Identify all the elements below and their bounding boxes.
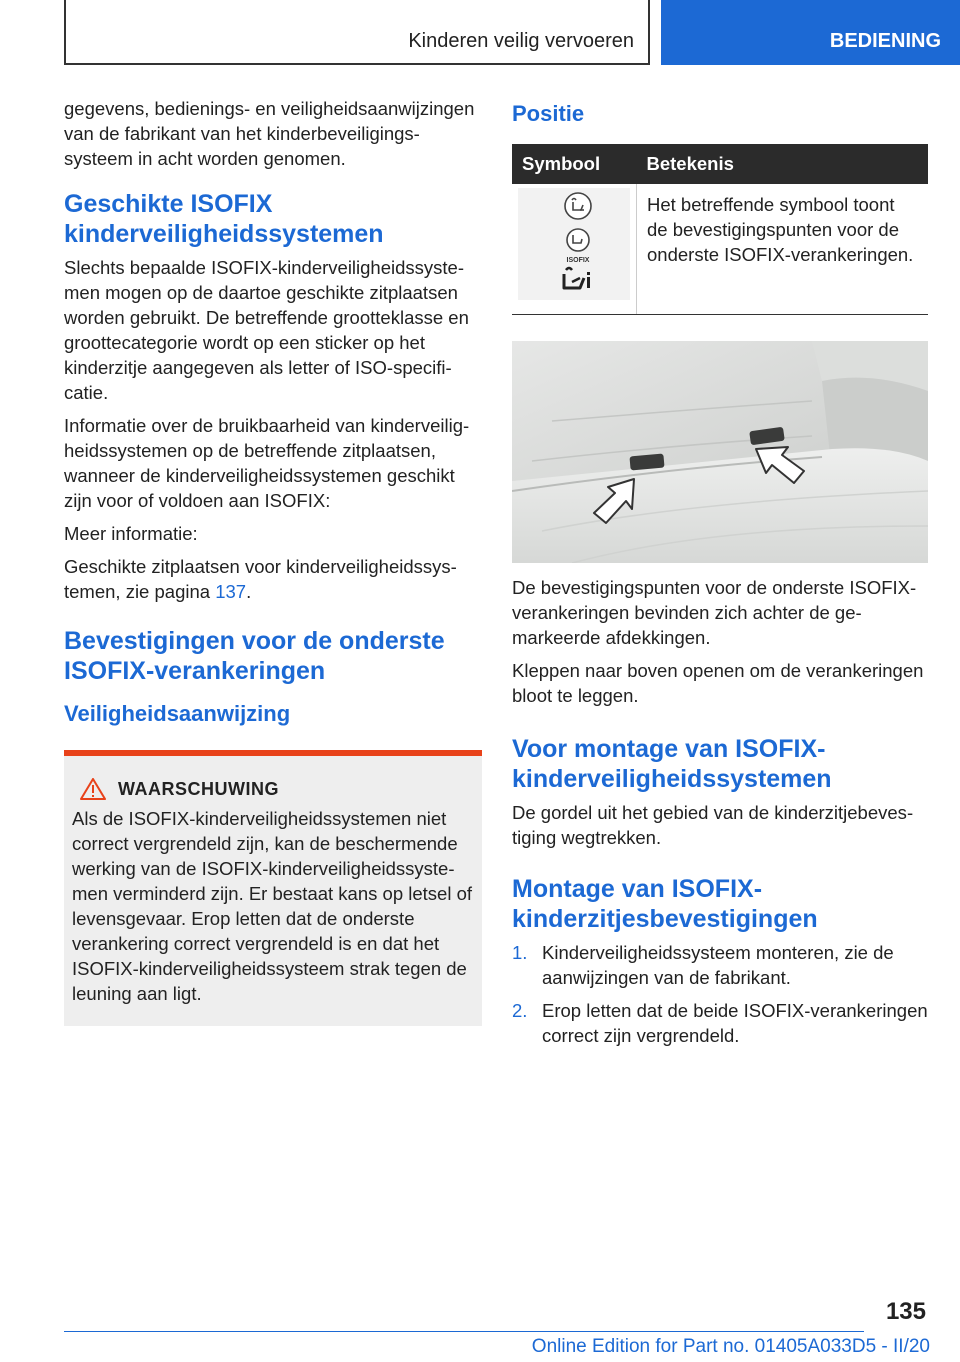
isofix-seat-photo xyxy=(512,341,928,563)
warning-triangle-icon xyxy=(80,778,106,800)
photo-caption-1: De bevestigingspunten voor de onderste ISOFIX-verankeringen bevinden zich achter de gemarkeerde afdekkingen. xyxy=(512,576,917,648)
table-row xyxy=(512,184,928,314)
warning-box xyxy=(64,750,482,1026)
step-text: Kinderveiligheidssysteem monteren, zie de aanwijzingen van de fabrikant. xyxy=(542,941,894,988)
col-header-symbol: Symbool xyxy=(512,144,637,184)
suitable-paragraph-1: Slechts bepaalde ISOFIX-kinderveiligheidssystemen mogen op de daartoe geschikte zitplaatsen worden gebruikt. De betreffende grootteklasse en groottecategorie wordt op een sticker op het kinderzitje aangegeven als letter of ISO-specificatie. xyxy=(64,257,469,403)
step-number: 2. xyxy=(512,999,528,1021)
isofix-seat-info-icon xyxy=(564,268,590,288)
footer-edition[interactable]: Online Edition for Part no. 01405A033D5 - II/20 xyxy=(531,1336,930,1357)
suitable-paragraph-4-text: Geschikte zitplaatsen voor kinderveiligheidssystemen, zie pagina xyxy=(64,556,457,602)
isofix-seat-icons xyxy=(518,188,630,300)
suitable-paragraph-3: Meer informatie: xyxy=(64,523,198,544)
section-title: Kinderen veilig vervoeren xyxy=(408,30,634,52)
svg-text:ISOFIX: ISOFIX xyxy=(566,257,590,264)
symbol-table-header xyxy=(512,144,928,184)
chapter-tab-label: BEDIENING xyxy=(829,30,941,52)
mounting-steps xyxy=(512,940,928,1048)
page-header xyxy=(0,0,960,66)
heading-lower-fastenings: Bevestigingen voor de onderste ISOFIX-verankeringen xyxy=(64,627,445,685)
warning-text: Als de ISOFIX-kinderveiligheidssystemen niet correct vergrendeld zijn, kan de beschermende werking van de ISOFIX-kinderveiligheidssystemen verminderd zijn. Er bestaat kans op letsel of levensgevaar. Erop letten dat de onderste verankering correct vergrendeld is en dat het ISOFIX-kinderveiligheidssysteem strak tegen de leuning aan ligt. xyxy=(72,808,472,1004)
right-column xyxy=(512,96,928,1056)
heading-before-mounting: Voor montage van ISOFIX-kinderveiligheidssystemen xyxy=(512,734,832,793)
step-text: Erop letten dat de beide ISOFIX-verankeringen correct zijn vergrendeld. xyxy=(542,999,928,1046)
photo-caption-2: Kleppen naar boven openen om de verankeringen bloot te leggen. xyxy=(512,659,924,706)
symbol-table xyxy=(512,144,928,315)
isofix-round-icon-1 xyxy=(565,193,591,219)
heading-position: Positie xyxy=(512,101,585,126)
heading-suitable-isofix: Geschikte ISOFIX kinderveiligheidssystemen xyxy=(64,190,384,248)
warning-title: WAARSCHUWING xyxy=(118,778,279,799)
isofix-round-icon-2 xyxy=(567,229,589,251)
chapter-tab[interactable] xyxy=(661,0,960,65)
header-section-box xyxy=(64,0,650,65)
symbol-cell xyxy=(512,184,637,314)
warning-header xyxy=(72,778,472,800)
meaning-cell: Het betreffende symbool toont de bevestigingspunten voor de onderste ISOFIX-verankeringen. xyxy=(637,184,929,314)
suitable-paragraph-2: Informatie over de bruikbaarheid van kinderveiligheidssystemen op de betreffende zitplaatsen, wanneer de kinderveiligheidssystemen geschikt zijn voor of voldoen aan ISOFIX: xyxy=(64,415,470,511)
list-item xyxy=(512,998,928,1048)
page-number: 135 xyxy=(885,1298,926,1325)
page-reference-link[interactable]: 137 xyxy=(215,581,247,602)
isofix-symbols xyxy=(518,188,630,300)
suitable-paragraph-4-end: . xyxy=(246,581,252,602)
left-column xyxy=(64,96,482,1026)
suitable-paragraph-4 xyxy=(64,554,482,604)
step-number: 1. xyxy=(512,941,528,963)
before-mounting-paragraph: De gordel uit het gebied van de kinderzitjebevestiging wegtrekken. xyxy=(512,801,914,848)
footer-divider xyxy=(64,1331,864,1332)
intro-paragraph: gegevens, bedienings- en veiligheidsaanwijzingen van de fabrikant van het kinderbeveiligingssysteem in acht worden genomen. xyxy=(64,98,475,169)
subheading-safety: Veiligheidsaanwijzing xyxy=(64,701,291,726)
col-header-meaning: Betekenis xyxy=(637,144,929,184)
heading-mounting: Montage van ISOFIX-kinderzitjesbevestigingen xyxy=(512,874,818,933)
list-item xyxy=(512,940,928,990)
